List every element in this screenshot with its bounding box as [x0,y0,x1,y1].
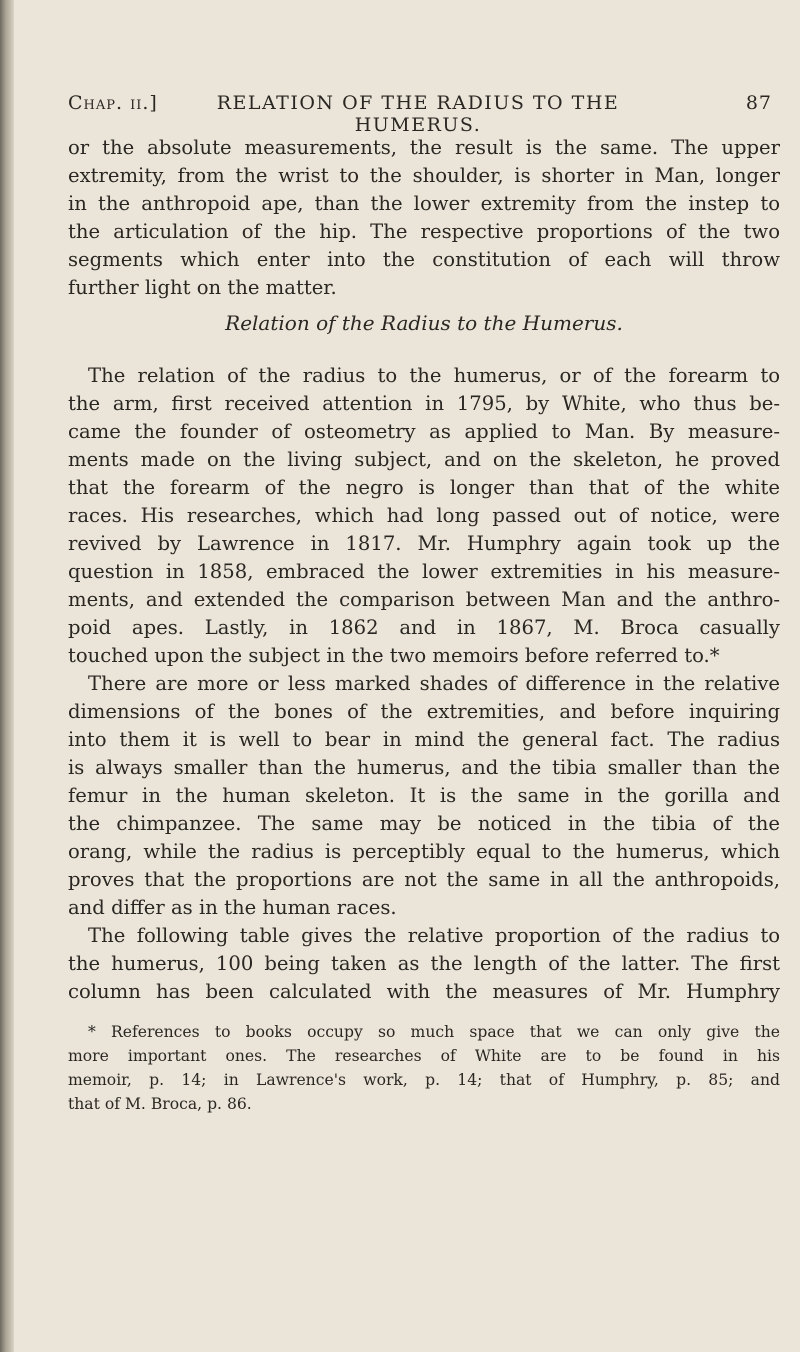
footnote-line: memoir, p. 14; in Lawrence's work, p. 14; that of Humphry, p. 85; and [68,1071,780,1089]
book-spine-shadow [0,0,14,1352]
page-number: 87 [745,92,772,114]
footnote-line: that of M. Broca, p. 86. [68,1095,252,1113]
text-line: into them it is well to bear in mind the general fact. The radius [68,728,780,751]
text-line: came the founder of osteometry as applied to Man. By measure- [68,420,780,443]
text-line: the chimpanzee. The same may be noticed in the tibia of the [68,812,780,835]
book-page [40,0,780,1352]
text-line: poid apes. Lastly, in 1862 and in 1867, M. Broca casually [68,616,780,639]
text-line: the articulation of the hip. The respective proportions of the two [68,220,780,243]
text-line: The relation of the radius to the humerus, or of the forearm to [88,364,780,387]
footnote-line: more important ones. The researches of White are to be found in his [68,1047,780,1065]
text-line: orang, while the radius is perceptibly equal to the humerus, which [68,840,780,863]
text-line: in the anthropoid ape, than the lower extremity from the instep to [68,192,780,215]
text-line: races. His researches, which had long passed out of notice, were [68,504,780,527]
text-line: that the forearm of the negro is longer than that of the white [68,476,780,499]
text-line: the arm, first received attention in 1795, by White, who thus be- [68,392,780,415]
text-line: segments which enter into the constitution of each will throw [68,248,780,271]
text-line: column has been calculated with the measures of Mr. Humphry [68,980,780,1003]
text-line: ments made on the living subject, and on the skeleton, he proved [68,448,780,471]
section-heading: Relation of the Radius to the Humerus. [225,311,623,335]
text-line: extremity, from the wrist to the shoulder, is shorter in Man, longer [68,164,780,187]
text-line: is always smaller than the humerus, and the tibia smaller than the [68,756,780,779]
text-line: question in 1858, embraced the lower extremities in his measure- [68,560,780,583]
text-line: There are more or less marked shades of difference in the relative [88,672,780,695]
running-head [68,92,780,136]
text-line: revived by Lawrence in 1817. Mr. Humphry again took up the [68,532,780,555]
text-line: The following table gives the relative proportion of the radius to [88,924,780,947]
text-line: proves that the proportions are not the same in all the anthropoids, [68,868,780,891]
text-line: dimensions of the bones of the extremities, and before inquiring [68,700,780,723]
text-line: further light on the matter. [68,276,337,299]
text-line: touched upon the subject in the two memoirs before referred to.* [68,644,720,667]
text-line: ments, and extended the comparison between Man and the anthro- [68,588,780,611]
chapter-label: Chap. ii.] [68,92,158,114]
text-line: the humerus, 100 being taken as the length of the latter. The first [68,952,780,975]
text-line: or the absolute measurements, the result is the same. The upper [68,136,780,159]
text-line: femur in the human skeleton. It is the same in the gorilla and [68,784,780,807]
text-line: and differ as in the human races. [68,896,397,919]
running-head-title: RELATION OF THE RADIUS TO THE HUMERUS. [216,92,620,136]
footnote-line: * References to books occupy so much space that we can only give the [88,1023,780,1041]
